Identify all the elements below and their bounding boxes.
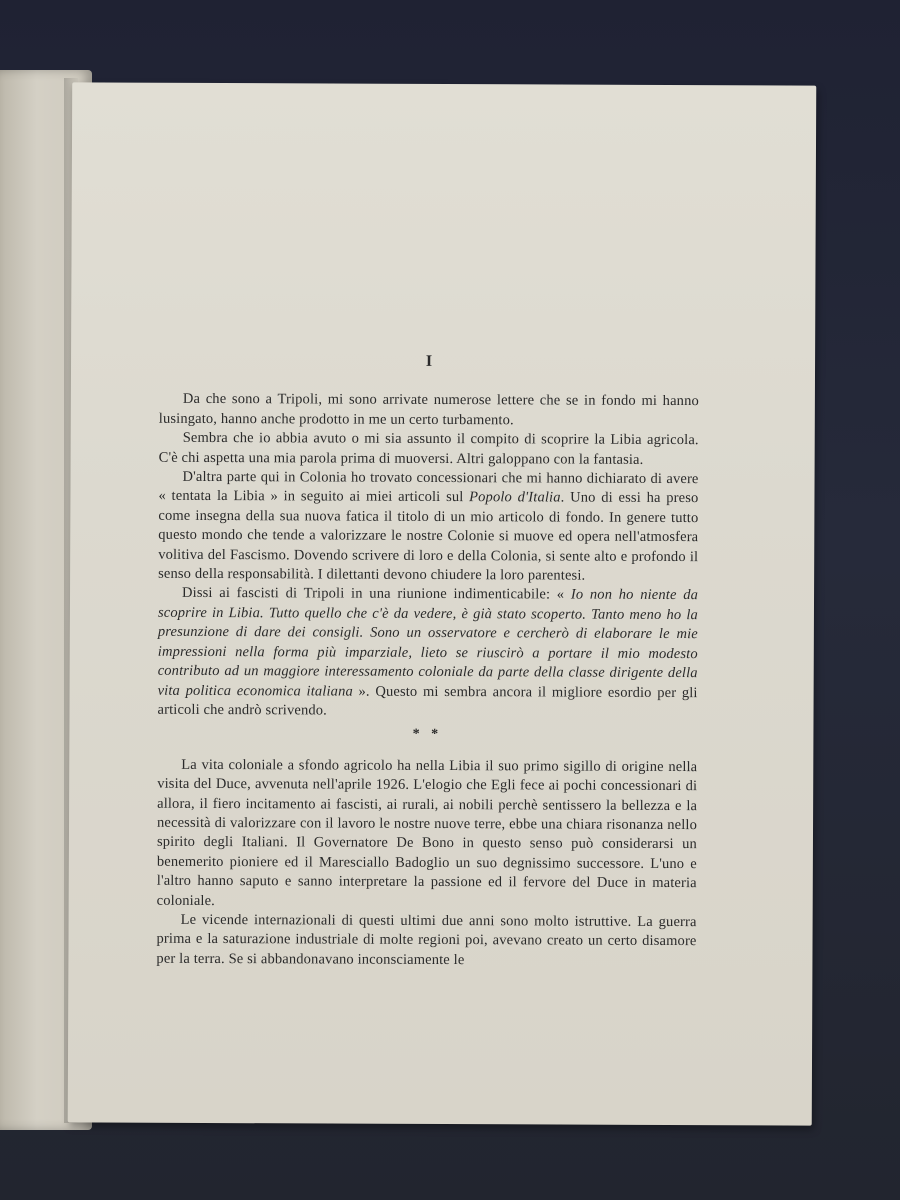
paragraph-3: D'altra parte qui in Colonia ho trovato concessionari che mi hanno dichiarato di avere « tentata la Libia » in seguito ai miei articoli sul Popolo d'Italia. Uno di essi ha preso come insegna della sua nuova fatica il titolo di un mio articolo di fondo. In genere tutto questo mondo che tende a valorizzare le nostre Colonie si muove ed opera nell'atmosfera volitiva del Fascismo. Dovendo scrivere di loro e della Colonia, si sente alto e profondo il senso della responsabilità. I dilettanti devono chiudere la loro parentesi. bbox=[158, 468, 699, 584]
section-separator: * * bbox=[412, 727, 443, 743]
paragraph-2: Sembra che io abbia avuto o mi sia assunto il compito di scoprire la Libia agricola. C'è chi aspetta una mia parola prima di muoversi. Altri galoppano con la fantasia. bbox=[158, 430, 699, 468]
italic-newspaper-title: Popolo d'Italia bbox=[469, 489, 561, 506]
paragraph-6: Le vicende internazionali di questi ultimi due anni sono molto istruttive. La guerra prima e la saturazione industriale di molte regioni poi, avevano creato un certo disamore per la terra. Se si abbandonavano inconsciamente le bbox=[156, 911, 697, 968]
page-text bbox=[156, 351, 699, 972]
paragraph-1: Da che sono a Tripoli, mi sono arrivate numerose lettere che se in fondo mi hanno lusingato, hanno anche prodotto in me un certo turbamento. bbox=[158, 391, 699, 429]
chapter-number: I bbox=[425, 352, 433, 370]
paragraph-4: Dissi ai fascisti di Tripoli in una riunione indimenticabile: « Io non ho niente da scoprire in Libia. Tutto quello che c'è da vedere, è già stato scoperto. Tanto meno ho la presunzione di dare dei consigli. Sono un osservatore e cercherò di elaborare le mie impressioni nella forma più imparziale, lieto se riuscirò a portare il mio modesto contributo ad un maggiore interessamento coloniale da parte della classe dirigente della vita politica economica italiana ». Questo mi sembra ancora il migliore esordio per gli articoli che andrò scrivendo. bbox=[157, 585, 699, 719]
italic-quotation: Io non ho niente da scoprire in Libia. Tutto quello che c'è da vedere, è già stato scoperto. Tanto meno ho la presunzione di dare dei consigli. Sono un osservatore e cercherò di elaborare le mie impressioni nella forma più imparziale, lieto se riuscirò a portare il mio modesto contributo ad un maggiore interessamento coloniale da parte della classe dirigente della vita politica economica italiana bbox=[157, 587, 699, 700]
paragraph-5: La vita coloniale a sfondo agricolo ha nella Libia il suo primo sigillo di origine nella visita del Duce, avvenuta nell'aprile 1926. L'elogio che Egli fece ai pochi concessionari di allora, il fiero incitamento ai fascisti, ai rurali, ai nobili perchè sentissero la bellezza e la necessità di valorizzare con il lavoro le nostre nuove terre, ebbe una chiara risonanza nello spirito degli Italiani. Il Governatore De Bono in questo senso può considerarsi un benemerito pioniere ed il Maresciallo Badoglio un suo degnissimo successore. L'uno e l'altro hanno saputo e sanno interpretare la passione ed il fervore del Duce in materia coloniale. bbox=[156, 756, 698, 909]
book-page bbox=[68, 82, 817, 1125]
